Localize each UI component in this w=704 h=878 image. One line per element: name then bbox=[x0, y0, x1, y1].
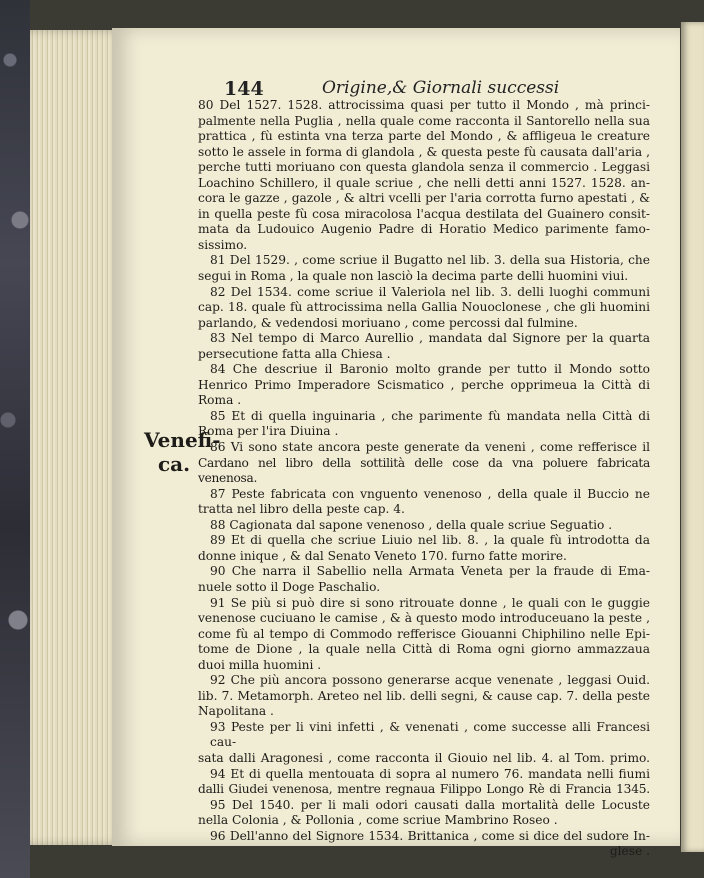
text-line: 88 Cagionata dal sapone venenoso , della quale scriue Seguatio . bbox=[210, 517, 613, 532]
text-line: 84 Che descriue il Baronio molto grande per tutto il Mondo sotto bbox=[210, 362, 650, 377]
text-line: 89 Et di quella che scriue Liuio nel lib. 8. , la quale fù introdotta da bbox=[210, 533, 650, 548]
text-line: 86 Vi sono state ancora peste generate da veneni , come refferisce il bbox=[210, 440, 650, 455]
text-line: duoi milla huomini . bbox=[198, 657, 322, 672]
text-line: 90 Che narra il Sabellio nella Armata Veneta per la fraude di Ema- bbox=[210, 564, 650, 579]
text-line: donne inique , & dal Senato Veneto 170. furno fatte morire. bbox=[198, 548, 567, 563]
text-line: Loachino Schillero, il quale scriue , che nelli detti anni 1527. 1528. an- bbox=[198, 175, 650, 190]
text-line: prattica , fù estinta vna terza parte del Mondo , & affligeua le creature bbox=[198, 129, 650, 144]
text-line: glese . bbox=[609, 844, 650, 859]
page-header bbox=[224, 78, 644, 100]
text-line: sata dalli Aragonesi , come racconta il Giouio nel lib. 4. al Tom. primo. bbox=[198, 750, 650, 765]
text-line: 95 Del 1540. per li mali odori causati dalla mortalità delle Locuste bbox=[210, 797, 650, 812]
facing-page-edge bbox=[681, 22, 704, 852]
text-line: come fù al tempo di Commodo refferisce Giouanni Chiphilino nelle Epi- bbox=[198, 626, 650, 641]
margin-note-line-2: ca. bbox=[158, 452, 191, 476]
text-line: in quella peste fù cosa miracolosa l'acqua destilata del Guainero consit- bbox=[198, 206, 650, 221]
text-line: Napolitana . bbox=[198, 704, 274, 719]
text-line: 96 Dell'anno del Signore 1534. Brittanica , come si dice del sudore In- bbox=[210, 828, 650, 843]
text-line: perche tutti moriuano con questa glandola senza il commercio . Leggasi bbox=[198, 160, 650, 175]
text-line: Roma . bbox=[198, 393, 242, 408]
text-line: 91 Se più si può dire si sono ritrouate donne , le quali con le guggie bbox=[210, 595, 650, 610]
text-line: cap. 18. quale fù attrocissima nella Gallia Nouoclonese , che gli huomini bbox=[198, 300, 650, 315]
text-line: 93 Peste per li vini infetti , & venenati , come successe alli Francesi cau- bbox=[210, 719, 650, 750]
margin-note-line-1: Venefi- bbox=[144, 428, 221, 452]
text-line: persecutione fatta alla Chiesa . bbox=[198, 346, 391, 361]
text-line: nella Colonia , & Pollonia , come scriue Mambrino Roseo . bbox=[198, 813, 558, 828]
text-line: 81 Del 1529. , come scriue il Bugatto nel lib. 3. della sua Historia, che bbox=[210, 253, 650, 268]
marbled-endpaper bbox=[0, 0, 30, 878]
text-line: 83 Nel tempo di Marco Aurellio , mandata dal Signore per la quarta bbox=[210, 331, 650, 346]
text-line: tome de Dione , la quale nella Città di Roma ogni giorno ammazzaua bbox=[198, 642, 650, 657]
text-line: sissimo. bbox=[198, 237, 248, 252]
text-line: Roma per l'ira Diuina . bbox=[198, 424, 339, 439]
text-line: palmente nella Puglia , nella quale come racconta il Santorello nella sua bbox=[198, 113, 650, 128]
text-line: Henrico Primo Imperadore Scismatico , perche opprimeua la Città di bbox=[198, 377, 650, 392]
page-number: 144 bbox=[224, 78, 264, 100]
text-line: 82 Del 1534. come scriue il Valeriola nel lib. 3. delli luoghi communi bbox=[210, 284, 650, 299]
text-line: segui in Roma , la quale non lasciò la decima parte delli huomini viui. bbox=[198, 269, 629, 284]
text-line: 94 Et di quella mentouata di sopra al numero 76. mandata nelli fiumi bbox=[210, 766, 650, 781]
text-line: venenose cuciuano le camise , & à questo modo introduceuano la peste , bbox=[198, 611, 650, 626]
text-line: sotto le assele in forma di glandola , & questa peste fù causata dall'aria , bbox=[198, 144, 650, 159]
text-line: parlando, & vedendosi moriuano , come percossi dal fulmine. bbox=[198, 315, 578, 330]
text-line: 92 Che più ancora possono generarse acque venenate , leggasi Ouid. bbox=[210, 673, 650, 688]
body-text bbox=[198, 98, 650, 860]
text-line: mata da Ludouico Augenio Padre di Horatio Medico parimente famo- bbox=[198, 222, 650, 237]
text-line: dalli Giudei venenosa, mentre regnaua Filippo Longo Rè di Francia 1345. bbox=[198, 782, 650, 797]
text-line: cora le gazze , gazole , & altri vcelli per l'aria corrotta furno apestati , & bbox=[198, 191, 650, 206]
text-line: 80 Del 1527. 1528. attrocissima quasi per tutto il Mondo , mà princi- bbox=[198, 98, 650, 112]
text-line: Cardano nel libro della sottilità delle cose da vna poluere fabricata venenosa. bbox=[198, 455, 650, 486]
text-line: tratta nel libro della peste cap. 4. bbox=[198, 502, 405, 517]
text-line: 85 Et di quella inguinaria , che parimente fù mandata nella Città di bbox=[210, 408, 650, 423]
text-line: lib. 7. Metamorph. Areteo nel lib. delli segni, & cause cap. 7. della peste bbox=[198, 688, 650, 703]
text-line: 87 Peste fabricata con vnguento venenoso , della quale il Buccio ne bbox=[210, 486, 650, 501]
text-line: nuele sotto il Doge Paschalio. bbox=[198, 579, 381, 594]
running-title: Origine,& Giornali successi bbox=[322, 78, 560, 98]
